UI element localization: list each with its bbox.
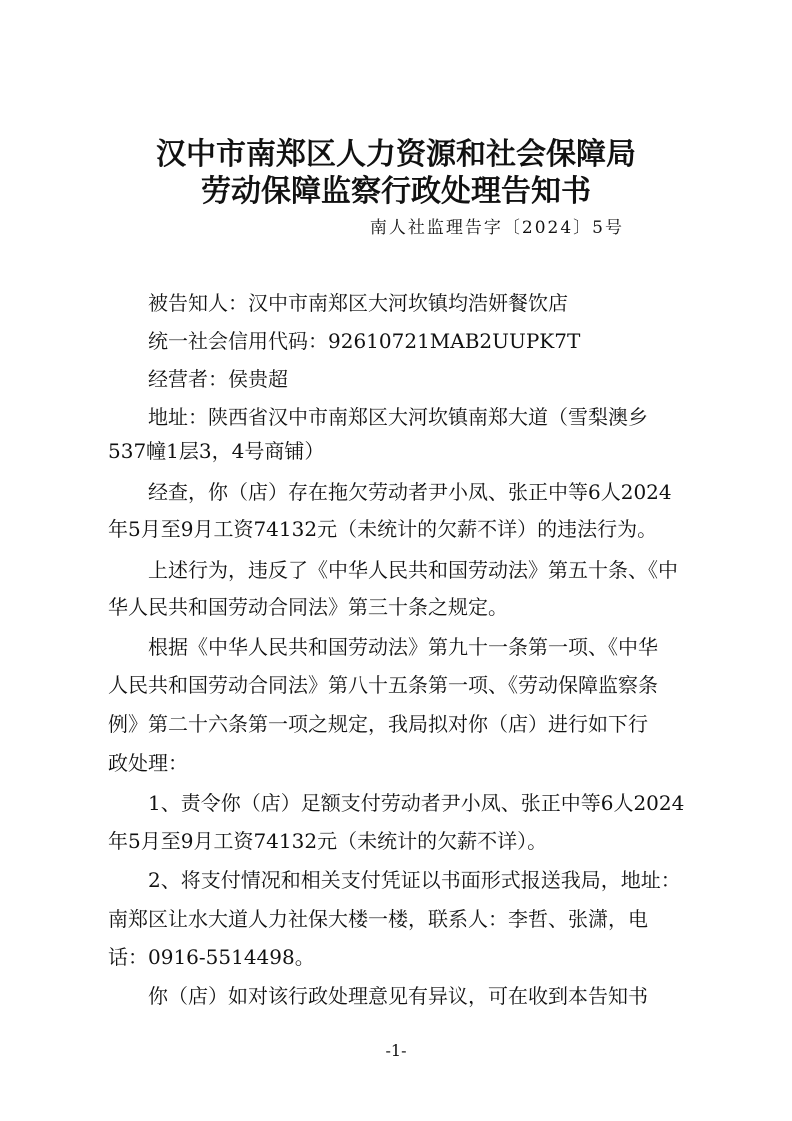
body-line-address-cont: 537幢1层3，4号商铺） xyxy=(108,439,325,463)
body-line-objection: 你（店）如对该行政处理意见有异议，可在收到本告知书 xyxy=(108,984,648,1008)
body-line-order-2-cont: 南郑区让水大道人力社保大楼一楼，联系人：李哲、张潇，电 xyxy=(108,907,648,931)
body-line-credit-code: 统一社会信用代码：92610721MAB2UUPK7T xyxy=(108,329,581,353)
body-line-finding-cont: 年5月至9月工资74132元（未统计的欠薪不详）的违法行为。 xyxy=(108,517,658,541)
body-line-basis-cont3: 政处理： xyxy=(108,751,188,775)
body-line-address: 地址：陕西省汉中市南郑区大河坎镇南郑大道（雪梨澳乡 xyxy=(108,405,648,429)
body-line-order-2: 2、将支付情况和相关支付凭证以书面形式报送我局，地址： xyxy=(108,868,681,892)
document-title-line1: 汉中市南郑区人力资源和社会保障局 xyxy=(156,137,636,172)
document-title-line2: 劳动保障监察行政处理告知书 xyxy=(201,174,591,209)
document-number: 南人社监理告字〔2024〕5号 xyxy=(369,218,624,238)
body-line-basis: 根据《中华人民共和国劳动法》第九十一条第一项、《中华 xyxy=(108,635,658,659)
body-line-violation: 上述行为，违反了《中华人民共和国劳动法》第五十条、《中 xyxy=(108,558,678,582)
body-line-notified-party: 被告知人：汉中市南郑区大河坎镇均浩妍餐饮店 xyxy=(108,291,568,315)
body-line-finding: 经查，你（店）存在拖欠劳动者尹小凤、张正中等6人2024 xyxy=(108,480,672,504)
body-line-order-1-cont: 年5月至9月工资74132元（未统计的欠薪不详）。 xyxy=(108,829,548,853)
body-line-operator: 经营者：侯贵超 xyxy=(108,367,288,391)
body-line-basis-cont1: 人民共和国劳动合同法》第八十五条第一项、《劳动保障监察条 xyxy=(108,673,658,697)
body-line-violation-cont: 华人民共和国劳动合同法》第三十条之规定。 xyxy=(108,595,508,619)
page-number: -1- xyxy=(385,1041,407,1060)
body-line-basis-cont2: 例》第二十六条第一项之规定，我局拟对你（店）进行如下行 xyxy=(108,712,648,736)
body-line-phone: 话：0916-5514498。 xyxy=(108,945,315,969)
body-line-order-1: 1、责令你（店）足额支付劳动者尹小凤、张正中等6人2024 xyxy=(108,791,685,815)
